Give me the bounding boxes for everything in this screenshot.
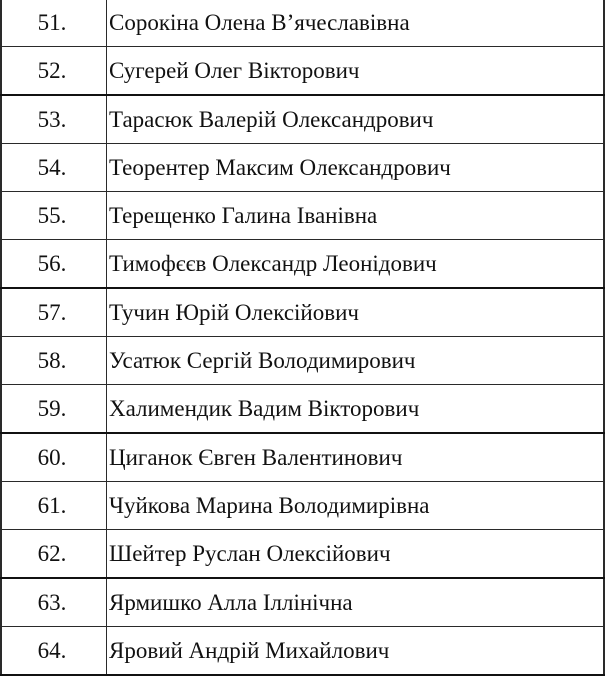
row-number: 58. [1, 337, 107, 385]
person-name: Сугерей Олег Вікторович [107, 47, 605, 96]
table-row [1, 47, 604, 96]
person-name: Тучин Юрій Олексійович [107, 288, 605, 337]
person-name: Теорентер Максим Олександрович [107, 144, 605, 192]
table-row [1, 433, 604, 482]
row-number: 62. [1, 530, 107, 579]
person-name: Сорокіна Олена В’ячеславівна [107, 0, 605, 47]
table-row [1, 482, 604, 530]
person-name: Тарасюк Валерій Олександрович [107, 95, 605, 144]
row-number: 59. [1, 385, 107, 434]
table-row [1, 337, 604, 385]
row-number: 52. [1, 47, 107, 96]
table-row [1, 192, 604, 240]
row-number: 53. [1, 95, 107, 144]
table-row [1, 385, 604, 434]
person-name: Яровий Андрій Михайлович [107, 627, 605, 676]
table-row [1, 144, 604, 192]
table-row [1, 578, 604, 627]
row-number: 57. [1, 288, 107, 337]
row-number: 55. [1, 192, 107, 240]
row-number: 61. [1, 482, 107, 530]
person-name: Ярмишко Алла Іллінічна [107, 578, 605, 627]
row-number: 63. [1, 578, 107, 627]
person-name: Терещенко Галина Іванівна [107, 192, 605, 240]
person-name: Тимофєєв Олександр Леонідович [107, 240, 605, 289]
person-name: Усатюк Сергій Володимирович [107, 337, 605, 385]
row-number: 54. [1, 144, 107, 192]
person-name: Чуйкова Марина Володимирівна [107, 482, 605, 530]
person-name: Халимендик Вадим Вікторович [107, 385, 605, 434]
table-row [1, 288, 604, 337]
table-row [1, 530, 604, 579]
person-name: Циганок Євген Валентинович [107, 433, 605, 482]
table-row [1, 0, 604, 47]
table-row [1, 627, 604, 676]
row-number: 64. [1, 627, 107, 676]
table-row [1, 240, 604, 289]
table-row [1, 95, 604, 144]
row-number: 51. [1, 0, 107, 47]
row-number: 56. [1, 240, 107, 289]
row-number: 60. [1, 433, 107, 482]
person-name: Шейтер Руслан Олексійович [107, 530, 605, 579]
